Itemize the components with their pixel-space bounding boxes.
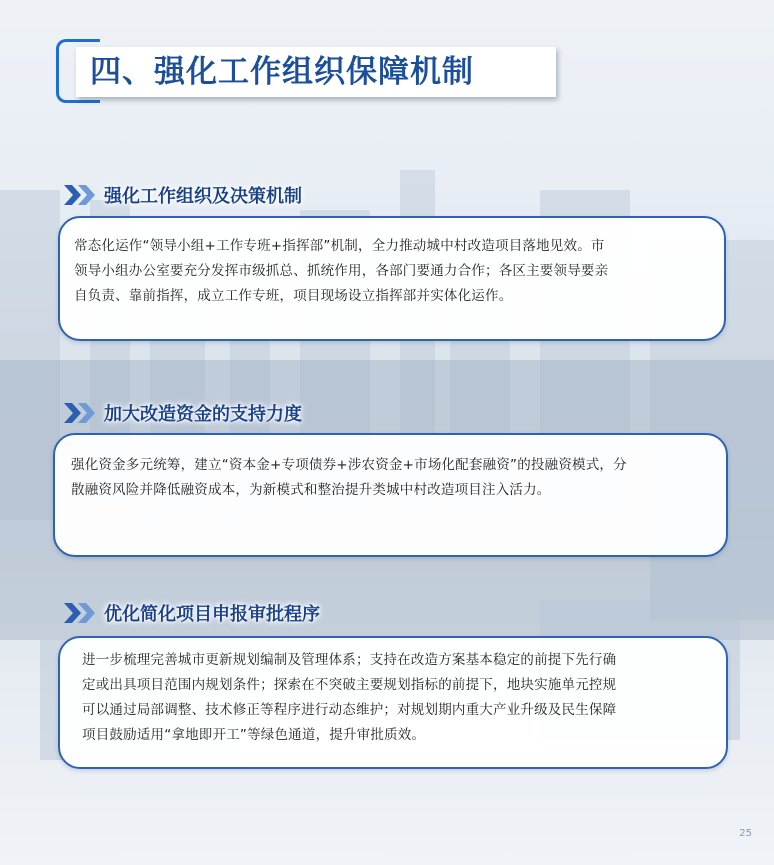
section-body (82, 648, 616, 748)
section-body (74, 234, 608, 309)
section-title: 强化工作组织及决策机制 (104, 186, 302, 207)
section-title: 优化简化项目申报审批程序 (104, 604, 320, 625)
section-header-3 (62, 598, 320, 628)
body-line: 进一步梳理完善城市更新规划编制及管理体系；支持在改造方案基本稳定的前提下先行确 (82, 652, 617, 668)
double-chevron-icon (62, 400, 102, 426)
section-header-2 (62, 398, 302, 428)
double-chevron-icon (62, 182, 102, 208)
body-line: 强化资金多元统筹，建立“资本金+专项债券+涉农资金+市场化配套融资”的投融资模式，分 (71, 457, 627, 473)
body-line: 领导小组办公室要充分发挥市级抓总、抓统作用，各部门要通力合作；各区主要领导要亲 (74, 263, 609, 279)
body-line: 散融资风险并降低融资成本，为新模式和整治提升类城中村改造项目注入活力。 (71, 482, 551, 498)
body-line: 可以通过局部调整、技术修正等程序进行动态维护；对规划期内重大产业升级及民生保障 (82, 702, 617, 718)
body-line: 自负责、靠前指挥，成立工作专班，项目现场设立指挥部并实体化运作。 (74, 288, 513, 304)
double-chevron-icon (62, 600, 102, 626)
section-card-2 (53, 433, 728, 557)
body-line: 常态化运作“领导小组+工作专班+指挥部”机制，全力推动城中村改造项目落地见效。市 (74, 238, 605, 254)
body-line: 定或出具项目范围内规划条件；探索在不突破主要规划指标的前提下，地块实施单元控规 (82, 677, 617, 693)
section-body (71, 453, 627, 503)
page-number: 25 (739, 828, 752, 839)
section-card-1 (58, 216, 726, 341)
section-header-1 (62, 180, 302, 210)
section-title: 加大改造资金的支持力度 (104, 404, 302, 425)
body-line: 项目鼓励适用“拿地即开工”等绿色通道，提升审批质效。 (82, 727, 426, 743)
page-title: 四、强化工作组织保障机制 (90, 54, 474, 90)
section-card-3 (58, 636, 728, 769)
